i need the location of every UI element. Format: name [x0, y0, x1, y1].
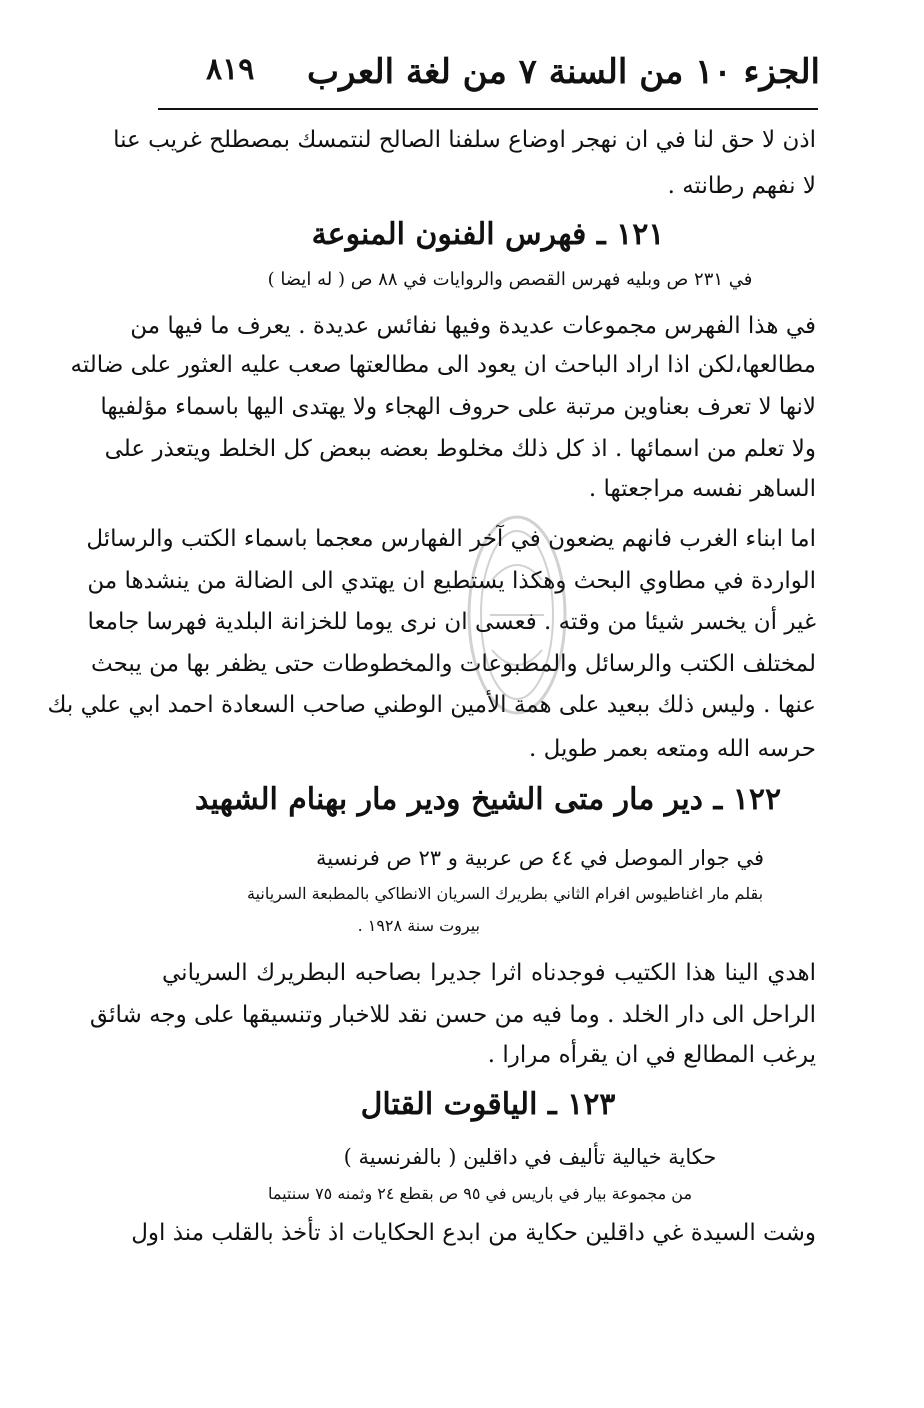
header-rule	[158, 108, 818, 110]
section-heading-121: ١٢١ ـ فهرس الفنون المنوعة	[311, 217, 665, 252]
text-line: الواردة في مطاوي البحث وهكذا يستطيع ان يهتدي الى الضالة من ينشدها من	[87, 568, 816, 594]
text-line: لانها لا تعرف بعناوين مرتبة على حروف الهجاء ولا يهتدى اليها باسماء مؤلفيها	[100, 394, 816, 420]
page-header	[170, 52, 820, 100]
text-line: في هذا الفهرس مجموعات عديدة وفيها نفائس عديدة . يعرف ما فيها من	[130, 313, 816, 339]
running-title: الجزء ١٠ من السنة ٧ من لغة العرب	[307, 52, 820, 92]
text-line: الساهر نفسه مراجعتها .	[588, 476, 816, 502]
text-line: اذن لا حق لنا في ان نهجر اوضاع سلفنا الصالح لنتمسك بمصطلح غريب عنا	[113, 127, 816, 153]
text-line: الراحل الى دار الخلد . وما فيه من حسن نقد للاخبار وتنسيقها على وجه شائق	[89, 1002, 816, 1028]
section-subtitle-121: في ٢٣١ ص وبليه فهرس القصص والروايات في ٨٨ ص ( له ايضا )	[267, 269, 753, 290]
section-subtitle-122: في جوار الموصل في ٤٤ ص عربية و ٢٣ ص فرنسية	[315, 846, 765, 870]
library-stamp-mark	[462, 510, 572, 720]
section-imprint-122: بيروت سنة ١٩٢٨ .	[357, 916, 480, 935]
section-author-122: بقلم مار اغناطيوس افرام الثاني بطريرك السريان الانطاكي بالمطبعة السريانية	[246, 884, 764, 903]
section-imprint-123: من مجموعة بيار في باريس في ٩٥ ص بقطع ٢٤ وثمنه ٧٥ سنتيما	[267, 1184, 693, 1203]
text-line: حرسه الله ومتعه بعمر طويل .	[528, 736, 816, 762]
section-heading-122: ١٢٢ ـ دير مار متى الشيخ ودير مار بهنام الشهيد	[194, 782, 782, 817]
text-line: اما ابناء الغرب فانهم يضعون في آخر الفهارس معجما باسماء الكتب والرسائل	[86, 526, 816, 552]
text-line: مطالعها،لكن اذا اراد الباحث ان يعود الى مطالعتها صعب عليه العثور على ضالته	[70, 352, 816, 378]
page-number: ٨١٩	[206, 52, 255, 87]
text-line: لا نفهم رطانته .	[667, 173, 816, 199]
text-line: اهدي الينا هذا الكتيب فوجدناه اثرا جديرا بصاحبه البطريرك السرياني	[162, 960, 816, 986]
section-subtitle-123: حكاية خيالية تأليف في داقلين ( بالفرنسية )	[343, 1145, 717, 1169]
text-line: يرغب المطالع في ان يقرأه مرارا .	[487, 1042, 816, 1068]
text-line: لمختلف الكتب والرسائل والمطبوعات والمخطوطات حتى يظفر بها من يبحث	[90, 651, 816, 677]
text-line: ولا تعلم من اسمائها . اذ كل ذلك مخلوط بعضه ببعض كل الخلط ويتعذر على	[104, 436, 816, 462]
text-line: غير أن يخسر شيئا من وقته . فعسى ان نرى يوما للخزانة البلدية فهرسا جامعا	[87, 609, 816, 635]
text-line: عنها . وليس ذلك ببعيد على همة الأمين الوطني صاحب السعادة احمد ابي علي بك	[47, 692, 816, 718]
text-line: وشت السيدة غي داقلين حكاية من ابدع الحكايات اذ تأخذ بالقلب منذ اول	[131, 1220, 816, 1246]
section-heading-123: ١٢٣ ـ الياقوت القتال	[360, 1087, 616, 1122]
